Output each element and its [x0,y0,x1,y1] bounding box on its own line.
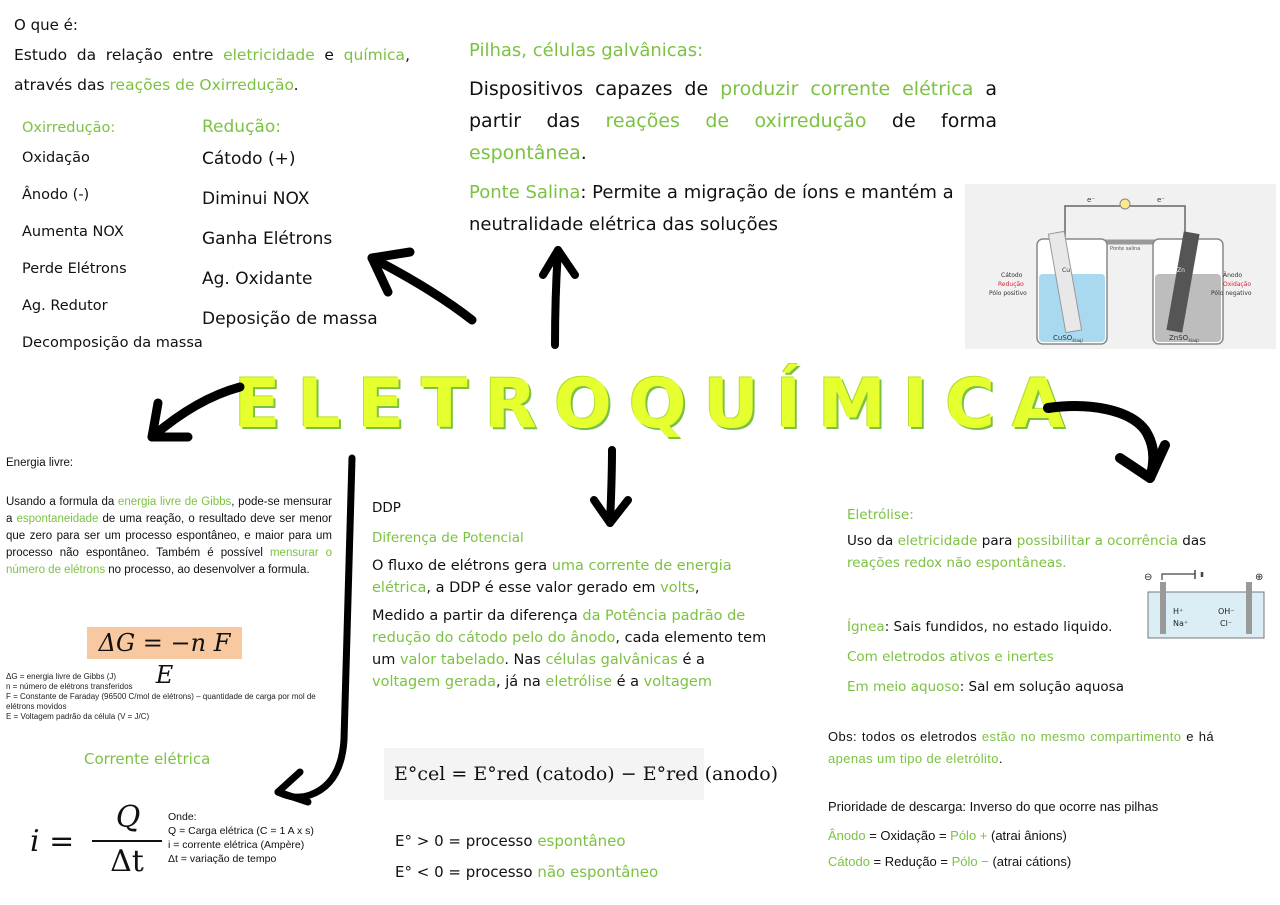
plus-icon: ⊕ [1255,572,1264,583]
note-item: E = Voltagem padrão da célula (V = J/C) [6,712,150,721]
negative-pole-label: Pólo negativo [1211,290,1252,297]
oxirreducao-list [22,120,203,372]
galvanic-cell-svg [965,184,1276,349]
zn-electrode-label: Zn [1177,267,1185,274]
minus-icon: ⊖ [1144,572,1153,583]
svg-text:OH⁻: OH⁻ [1218,607,1235,616]
pilhas-section [469,35,997,241]
energia-section [6,455,332,579]
cuso4-label: CuSO$_{4(aq)}$ [1053,334,1083,343]
ponte-salina-text: Ponte Salina: Permite a migração de íons e mantém a neutralidade elétrica das soluções [469,182,954,235]
electron-label-right: e⁻ [1157,196,1166,204]
eletrolise-types [847,612,1124,702]
arrow-left-down-icon [140,375,250,455]
gibbs-formula: ΔG = −n F E [87,627,242,659]
oque-heading: O que é: [14,16,78,34]
energia-heading: Energia livre: [6,457,74,469]
pilhas-heading: Pilhas, células galvânicas: [469,40,704,61]
svg-text:Cl⁻: Cl⁻ [1220,619,1233,628]
list-item: Ag. Oxidante [202,269,313,289]
oque-section [14,10,410,100]
corrente-notes: Onde: Q = Carga elétrica (C = 1 A x s) i = corrente elétrica (Ampère) Δt = variação de tempo [168,811,314,865]
reduction-label: Redução [998,281,1024,288]
znso4-label: ZnSO$_{4(aq)}$ [1169,334,1199,343]
list-item: Oxidação [22,150,90,166]
note-item: n = número de elétrons transferidos [6,682,133,691]
ddp-paragraph-1: O fluxo de elétrons gera uma corrente de energia elétrica, a DDP é esse valor gerado em volts, [372,558,732,596]
list-item: Ganha Elétrons [202,229,333,249]
list-item: Diminui NOX [202,189,310,209]
aquoso-item: Em meio aquoso: Sal em solução aquosa [847,679,1124,695]
note-item: Δt = variação de tempo [168,853,277,865]
cu-electrode-label: Cu [1062,267,1070,274]
gibbs-notes [6,672,336,722]
ddp-subheading: Diferença de Potencial [372,530,524,546]
list-item: Cátodo (+) [202,149,296,169]
electron-label-left: e⁻ [1087,196,1096,204]
ddp-heading: DDP [372,500,401,516]
arrow-up-left-icon [360,240,480,330]
positive-pole-label: Pólo positivo [989,290,1027,297]
arrow-up-icon [535,240,585,350]
electrolysis-diagram [1140,570,1270,642]
reducao-heading: Redução: [202,117,281,137]
eletrolise-text: Uso da eletricidade para possibilitar a ocorrência das reações redox não espontâneas. [847,533,1207,571]
oxidation-label: Oxidação [1223,281,1252,288]
energia-text: Usando a formula da energia livre de Gibbs, pode-se mensurar a espontaneidade de uma reação, o resultado deve ser menor que zero para ser um processo espontâneo, e maior para um processo não espontâneo. Também é possível mensurar o número de elétrons no processo, ao desenvolver a formula. [6,496,333,576]
eletrolise-section [847,504,1227,574]
prioridade-heading: Prioridade de descarga: Inverso do que ocorre nas pilhas [828,799,1159,814]
ddp-section [372,497,772,715]
bridge-label: Ponte salina [1110,246,1141,252]
note-item: ΔG = energia livre de Gibbs (J) [6,672,117,681]
note-item: i = corrente elétrica (Ampère) [168,839,305,851]
anode-label: Ânodo [1223,272,1243,279]
prioridade-section [828,797,1228,875]
catodo-rule: Cátodo = Redução = Pólo − (atrai cátions) [828,854,1072,869]
cathode-label: Cátodo [1001,272,1023,279]
page-title: ELETROQUÍMICA [234,365,1082,444]
pilhas-text: Dispositivos capazes de produzir corrente elétrica a partir das reações de oxirredução de forma espontânea. [469,78,998,164]
reducao-list [202,117,378,349]
svg-text:H⁺: H⁺ [1173,607,1184,616]
list-item: Perde Elétrons [22,261,127,277]
note-item: F = Constante de Faraday (96500 C/mol de elétrons) – quantidade de carga por mol de elétrons movidos [6,692,316,711]
list-item: Deposição de massa [202,309,378,329]
ativos-item: Com eletrodos ativos e inertes [847,649,1054,665]
oque-text: Estudo da relação entre eletricidade e química, através das reações de Oxirredução. [14,46,410,94]
ignea-item: Ígnea: Sais fundidos, no estado liquido. [847,619,1113,635]
oxirreducao-heading: Oxirredução: [22,120,116,136]
galvanic-cell-diagram [965,184,1276,349]
list-item: Decomposição da massa [22,335,203,351]
ddp-paragraph-2: Medido a partir da diferença da Potência padrão de redução do cátodo pelo do ânodo, cada elemento tem um valor tabelado. Nas células galvânicas é a voltagem gerada, já na eletrólise é a voltagem [372,608,767,690]
ddp-negative: E° < 0 = processo não espontâneo [395,863,659,881]
svg-text:Na⁺: Na⁺ [1173,619,1189,628]
ecel-formula: E°cel = E°red (catodo) − E°red (anodo) [384,748,704,800]
anodo-rule: Ânodo = Oxidação = Pólo + (atrai ânions) [828,828,1067,843]
obs-note: Obs: todos os eletrodos estão no mesmo compartimento e há apenas um tipo de eletrólito. [828,729,1214,766]
arrow-right-down-icon [1040,390,1170,490]
note-item: Q = Carga elétrica (C = 1 A x s) [168,825,314,837]
eletrolise-heading: Eletrólise: [847,507,914,523]
list-item: Aumenta NOX [22,224,124,240]
ddp-positive: E° > 0 = processo espontâneo [395,832,626,850]
list-item: Ag. Redutor [22,298,108,314]
corrente-heading: Corrente elétrica [84,750,211,768]
list-item: Ânodo (-) [22,187,90,203]
